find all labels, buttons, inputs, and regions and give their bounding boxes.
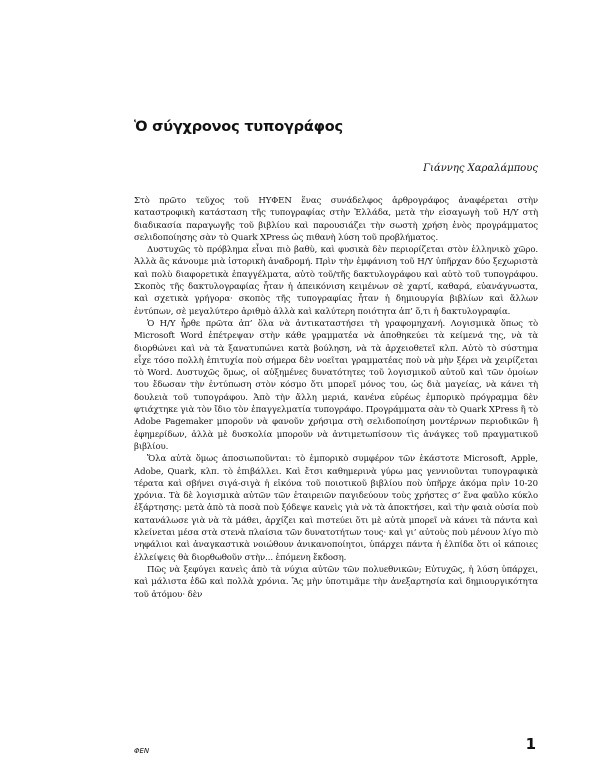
article-title: Ὁ σύγχρονος τυπογράφος [134, 119, 343, 135]
paragraph: Στὸ πρῶτο τεῦχος τοῦ ΗΥΦΕΝ ἕνας συνάδελφος ἀρθρογράφος ἀναφέρεται στὴν καταστροφικὴ κατάσταση τῆς τυπογραφίας στὴν Ἑλλάδα, μετὰ τὴν εἰσαγωγὴ τοῦ Η/Υ στὴ διαδικασία παραγωγῆς τοῦ βιβλίου καὶ παρουσιάζει τὴν σωστὴ χρήση ἑνὸς προγράμματος σελιδοποίησης σὰν τὸ Quark XPress ὡς πιθανὴ λύση τοῦ προβλήματος. [134, 196, 538, 243]
paragraph: Δυστυχῶς τὸ πρόβλημα εἶναι πιὸ βαθὺ, καὶ φυσικὰ δὲν περιορίζεται στὸν ἑλληνικὸ χῶρο. Ἀλλὰ ἂς κάνουμε μιὰ ἱστορικὴ ἀναδρομή. Πρὶν τὴν ἐμφάνιση τοῦ Η/Υ ὑπῆρχαν δύο ξεχωριστὰ καὶ πολὺ διαφορετικὰ ἐπαγγέλματα, αὐτὸ τοῦ/τῆς δακτυλογράφου καὶ αὐτὸ τοῦ τυπογράφου. Σκοπὸς τῆς δακτυλογραφίας ἦταν ἡ ἀπεικόνιση κειμένων σὲ χαρτί, καθαρά, εὐανάγνωστα, καὶ σχετικὰ γρήγορα· σκοπὸς τῆς τυπογραφίας ἦταν ἡ δημιουργία βιβλίων καὶ ἄλλων ἐντύπων, σὲ μεγαλύτερο ἀριθμὸ ἀλλὰ καὶ καλύτερη ποιότητα ἀπ’ ὅ,τι ἡ δακτυλογραφία. [134, 245, 538, 317]
paragraph: Ὁ Η/Υ ἦρθε πρῶτα ἀπ’ ὅλα νὰ ἀντικαταστήσει τὴ γραφομηχανή. Λογισμικὰ ὅπως τὸ Microsoft Word ἐπέτρεψαν στὴν κάθε γραμματέα νὰ ἀποθηκεύει τὰ κείμενά της, νὰ τὰ διορθώνει καὶ νὰ τὰ ξανατυπώνει κατὰ βούληση, νὰ τὰ ἀρχειοθετεῖ κλπ. Αὐτὸ τὸ σύστημα εἶχε τόσο πολλὴ ἐπιτυχία ποὺ σήμερα δὲν νοεῖται γραμματέας ποὺ νὰ μὴν ξέρει νὰ χειρίζεται τὸ Word. Δυστυχῶς ὅμως, οἱ αὐξημένες δυνατότητες τοῦ λογισμικοῦ αὐτοῦ καὶ τῶν ὁμοίων του ἔδωσαν τὴν ἐντύπωση στὸν κόσμο ὅτι μπορεῖ μόνος του, ὡς διὰ μαγείας, νὰ κάνει τὴ δουλειὰ τοῦ τυπογράφου. Ἀπὸ τὴν ἄλλη μεριά, κανένα εὐρέως ἐμπορικὸ πρόγραμμα δὲν φτιάχτηκε γιὰ τὸν ἴδιο τὸν ἐπαγγελματία τυπογράφο. Προγράμματα σὰν τὸ Quark XPress ἢ τὸ Adobe Pagemaker μποροῦν νὰ φανοῦν χρήσιμα στὴ σελιδοποίηση μοντέρνων περιοδικῶν ἢ ἐφημερίδων, ἀλλὰ μὲ δυσκολία μποροῦν νὰ ἀντιμετωπίσουν τὶς ἀνάγκες τοῦ πραγματικοῦ βιβλίου. [134, 318, 538, 452]
article-author: Γιάννης Χαραλάμπους [423, 163, 538, 174]
article-body [134, 195, 538, 601]
journal-name: ΦΕΝ [134, 747, 150, 755]
paragraph: Πῶς νὰ ξεφύγει κανεὶς ἀπὸ τὰ νύχια αὐτῶν τῶν πολυεθνικῶν; Εὐτυχῶς, ἡ λύση ὑπάρχει, καὶ μάλιστα ἐδῶ καὶ πολλὰ χρόνια. Ἂς μὴν ὑποτιμᾶμε τὴν ἀνεξαρτησία καὶ δημιουργικότητα τοῦ ἀτόμου· δὲν [134, 564, 538, 600]
page-number: 1 [525, 735, 536, 753]
paragraph: Ὅλα αὐτὰ ὅμως ἀποσιωποῦνται: τὸ ἐμπορικὸ συμφέρον τῶν ἑκάστοτε Microsoft, Apple, Adobe, Quark, κλπ. τὸ ἐπιβάλλει. Καὶ ἔτσι καθημερινὰ γύρω μας γεννιοῦνται τυπογραφικὰ τέρατα καὶ σβήνει σιγά-σιγὰ ἡ εἰκόνα τοῦ ποιοτικοῦ βιβλίου ποὺ ὑπῆρχε ἀκόμα πρὶν 10-20 χρόνια. Τὰ δὲ λογισμικὰ αὐτῶν τῶν ἑταιρειῶν παγιδεύουν τοὺς χρήστες σ’ ἕνα φαῦλο κύκλο ἐξάρτησης: μετὰ ἀπὸ τὰ ποσὰ ποὺ ξόδεψε κανεὶς γιὰ νὰ τὰ ἀποκτήσει, καὶ τὴν φαιὰ οὐσία ποὺ κατανάλωσε γιὰ νὰ τὰ μάθει, ἀρχίζει καὶ πιστεύει ὅτι μὲ αὐτὰ μπορεῖ νὰ κάνει τὰ πάντα καὶ κλείνεται μέσα στὰ στενὰ πλαίσια τῶν δυνατοτήτων τους· καὶ γι’ αὐτοὺς ποὺ μένουν λίγο πιὸ νηφάλιοι καὶ ἀναγκαστικὰ νοιώθουν ἀνικανοποίητοι, ὑπάρχει πάντα ἡ ἐλπίδα ὅτι οἱ κάποιες ἐλλείψεις θὰ διορθωθοῦν στὴν... ἑπόμενη ἔκδοση. [134, 454, 538, 563]
